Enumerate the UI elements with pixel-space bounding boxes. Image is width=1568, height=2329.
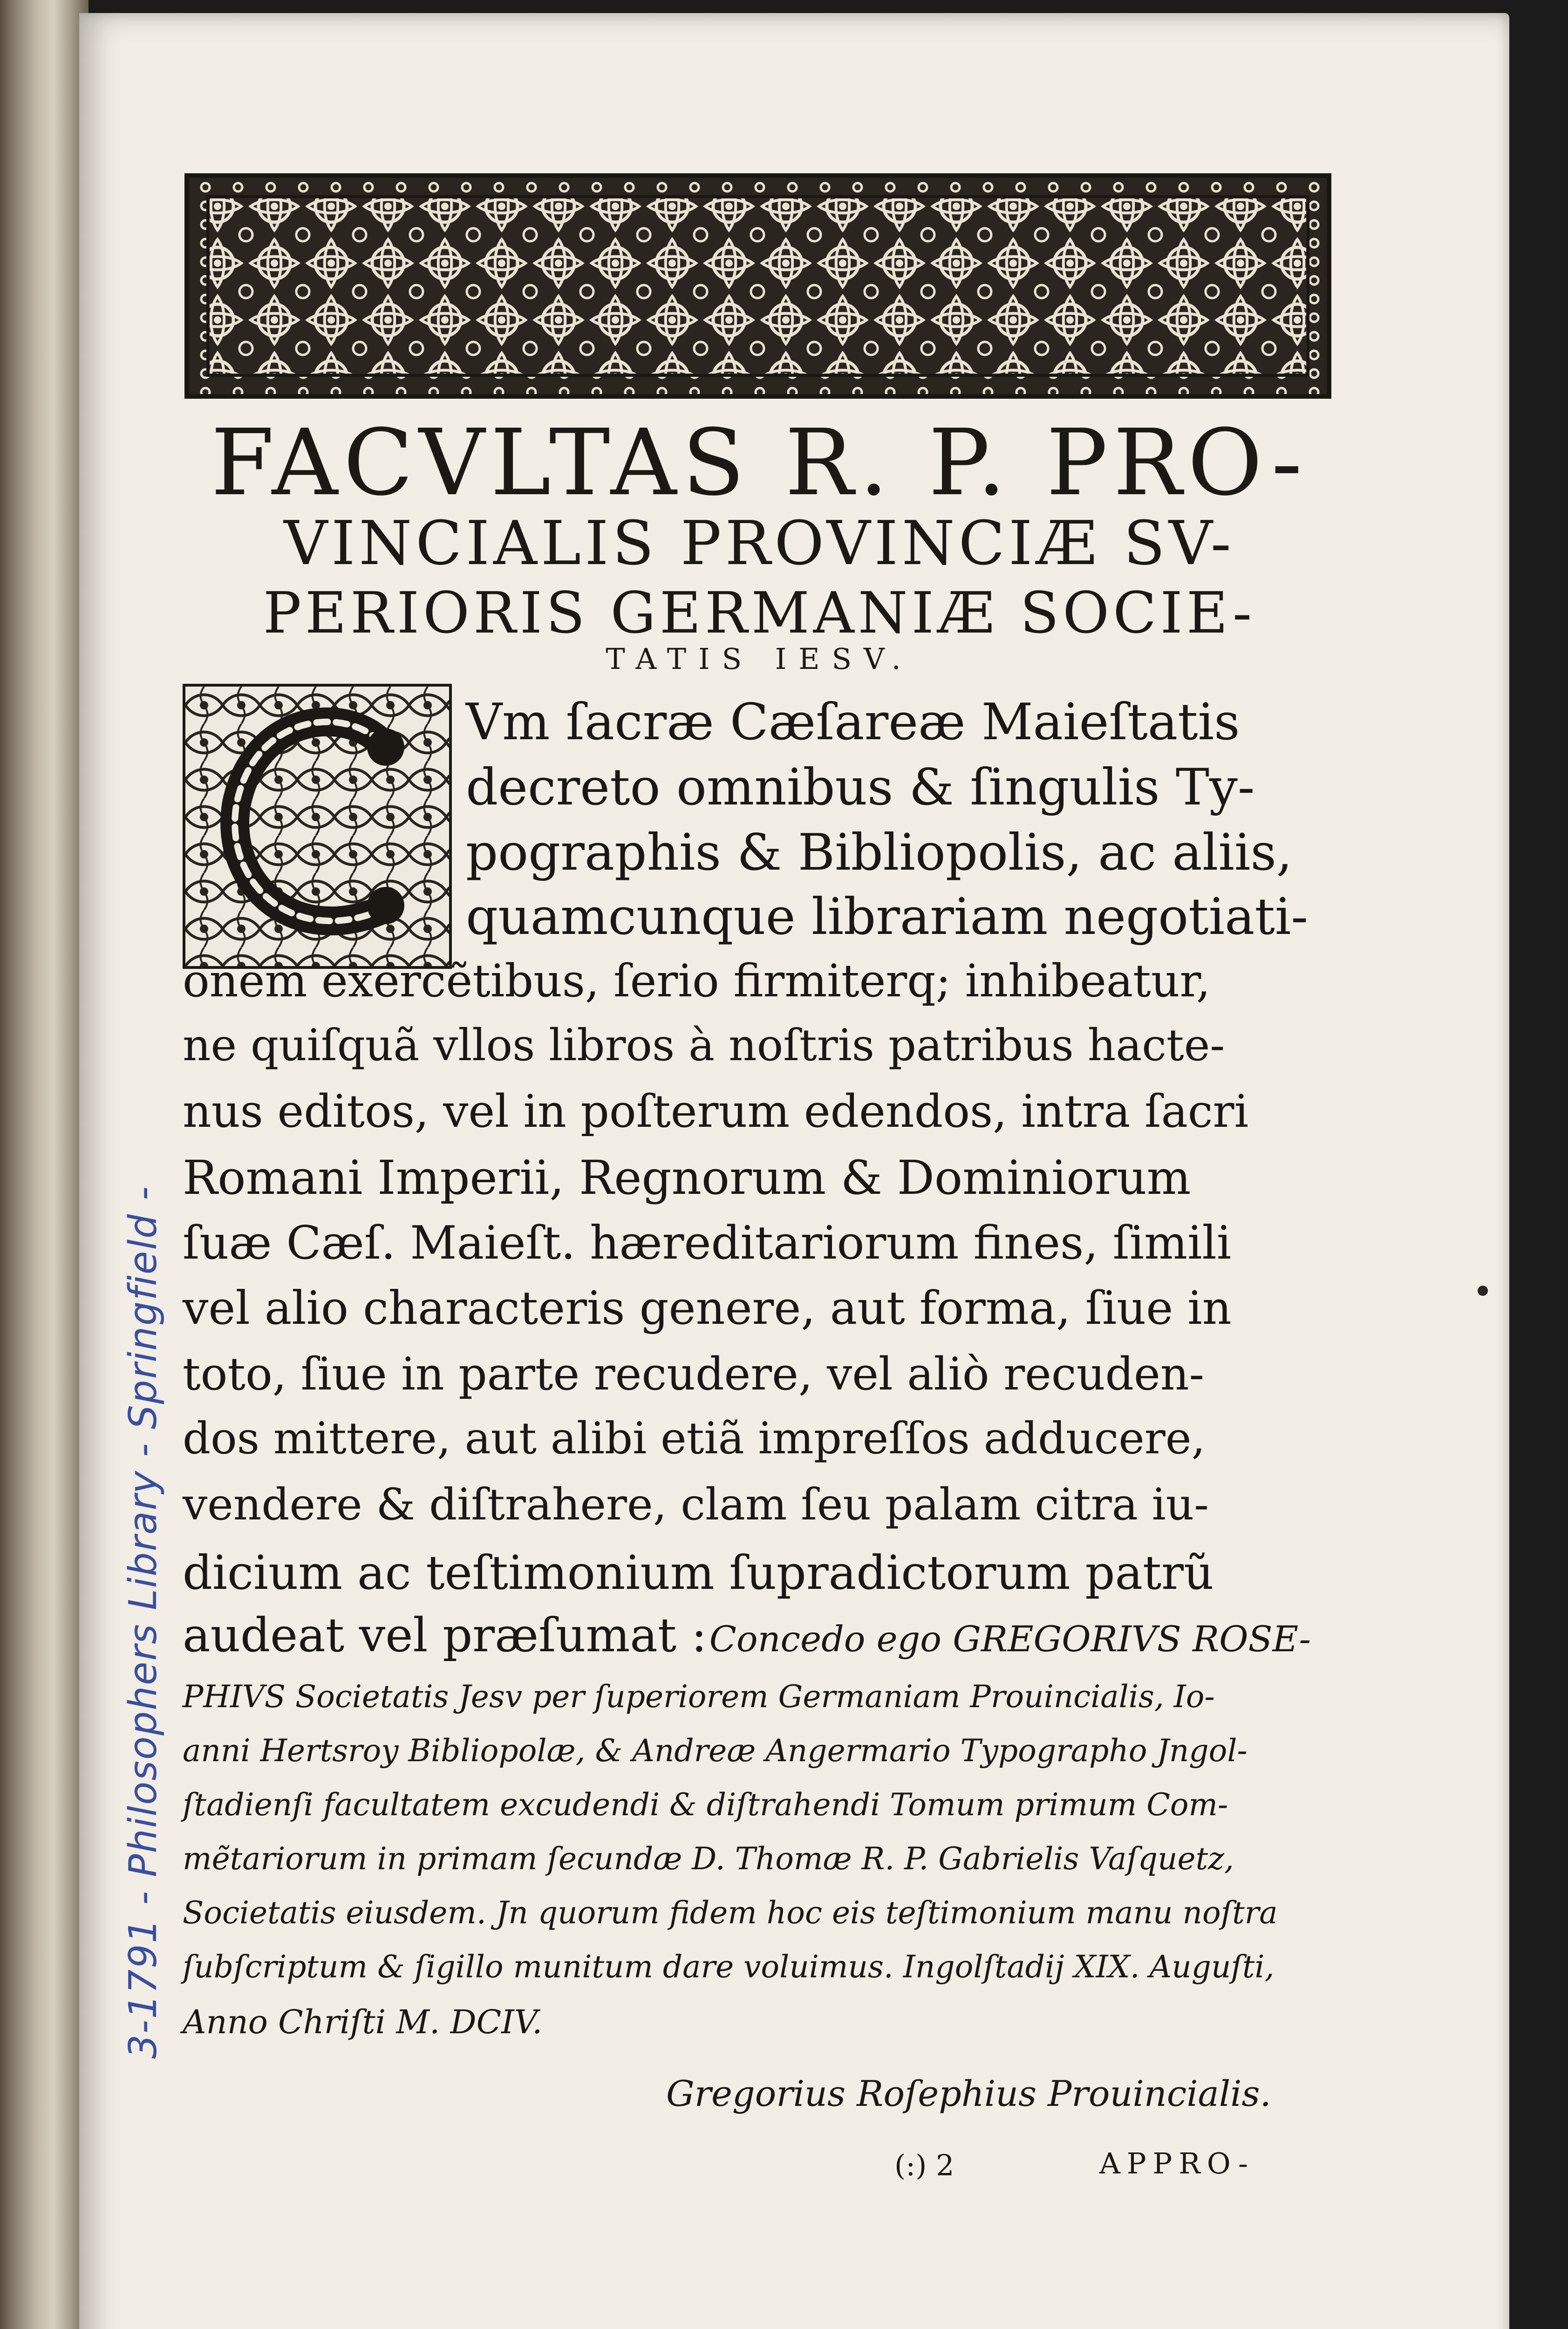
- title-line-2: VINCIALIS PROVINCIÆ SV-: [284, 508, 1235, 579]
- body-line-5: onem exercẽtibus, ſerio firmiterq; inhibeatur,: [183, 955, 1211, 1007]
- body-line-1: Vm ſacræ Cæſareæ Maieſtatis: [466, 693, 1240, 751]
- headpiece-ornament: [184, 173, 1331, 399]
- italic-line-1: PHIVS Societatis Jesv per ſuperiorem Germaniam Prouincialis, Io-: [183, 1679, 1215, 1715]
- body-line-2: decreto omnibus & ſingulis Ty-: [466, 758, 1255, 817]
- body-line-4: quamcunque librariam negotiati-: [466, 888, 1308, 946]
- italic-line-7: Anno Chriſti M. DCIV.: [183, 2003, 543, 2041]
- body-line-14: dicium ac teſtimonium ſupradictorum patrũ: [183, 1546, 1214, 1600]
- handwritten-margin-note: 3-1791 - Philosophers Library - Springfield -: [121, 1185, 165, 2059]
- book-edge: [0, 0, 89, 2329]
- signature-mark: (:) 2: [894, 2148, 954, 2182]
- decorated-initial-c: [183, 684, 452, 969]
- italic-line-3: ſtadienſi facultatem excudendi & diſtrahendi Tomum primum Com-: [183, 1787, 1228, 1823]
- body-line-7: nus editos, vel in poſterum edendos, intra ſacri: [183, 1085, 1249, 1137]
- body-line-12: dos mittere, aut alibi etiã impreſſos adducere,: [183, 1413, 1206, 1464]
- body-line-10: vel alio characteris genere, aut forma, ſiue in: [183, 1282, 1232, 1335]
- italic-line-4: mẽtariorum in primam ſecundæ D. Thomæ R. P. Gabrielis Vaſquetz,: [183, 1841, 1234, 1877]
- body-line-15-italic: Concedo ego GREGORIVS ROSE-: [709, 1618, 1311, 1660]
- signature: Gregorius Roſephius Prouincialis.: [666, 2073, 1271, 2114]
- body-line-15-roman: audeat vel præſumat :: [183, 1608, 707, 1662]
- italic-line-5: Societatis eiusdem. Jn quorum fidem hoc eis teſtimonium manu noſtra: [183, 1895, 1278, 1931]
- title-line-3: PERIORIS GERMANIÆ SOCIE-: [263, 580, 1256, 646]
- body-line-9: ſuæ Cæſ. Maieſt. hæreditariorum fines, ſimili: [183, 1217, 1232, 1270]
- title-line-4: TATIS IESV.: [606, 642, 913, 676]
- body-line-6: ne quiſquã vllos libros à noſtris patribus hacte-: [183, 1020, 1225, 1071]
- italic-line-2: anni Hertsroy Bibliopolæ, & Andreæ Angermario Typographo Jngol-: [183, 1733, 1248, 1769]
- italic-line-6: ſubſcriptum & ſigillo munitum dare voluimus. Ingolſtadij XIX. Auguſti,: [183, 1949, 1275, 1985]
- catchword: APPRO-: [1099, 2146, 1254, 2180]
- ink-dot: [1478, 1286, 1488, 1296]
- initial-c-ornament-icon: [185, 687, 449, 966]
- body-line-3: pographis & Bibliopolis, ac aliis,: [466, 824, 1293, 882]
- title-line-1: FACVLTAS R. P. PRO-: [211, 410, 1308, 516]
- body-line-13: vendere & diſtrahere, clam ſeu palam citra iu-: [183, 1479, 1209, 1530]
- body-line-15: [183, 1608, 1311, 1662]
- body-line-8: Romani Imperii, Regnorum & Dominiorum: [183, 1151, 1191, 1205]
- ornament-pattern-icon: [189, 178, 1327, 394]
- body-line-11: toto, ſiue in parte recudere, vel aliò recuden-: [183, 1348, 1205, 1400]
